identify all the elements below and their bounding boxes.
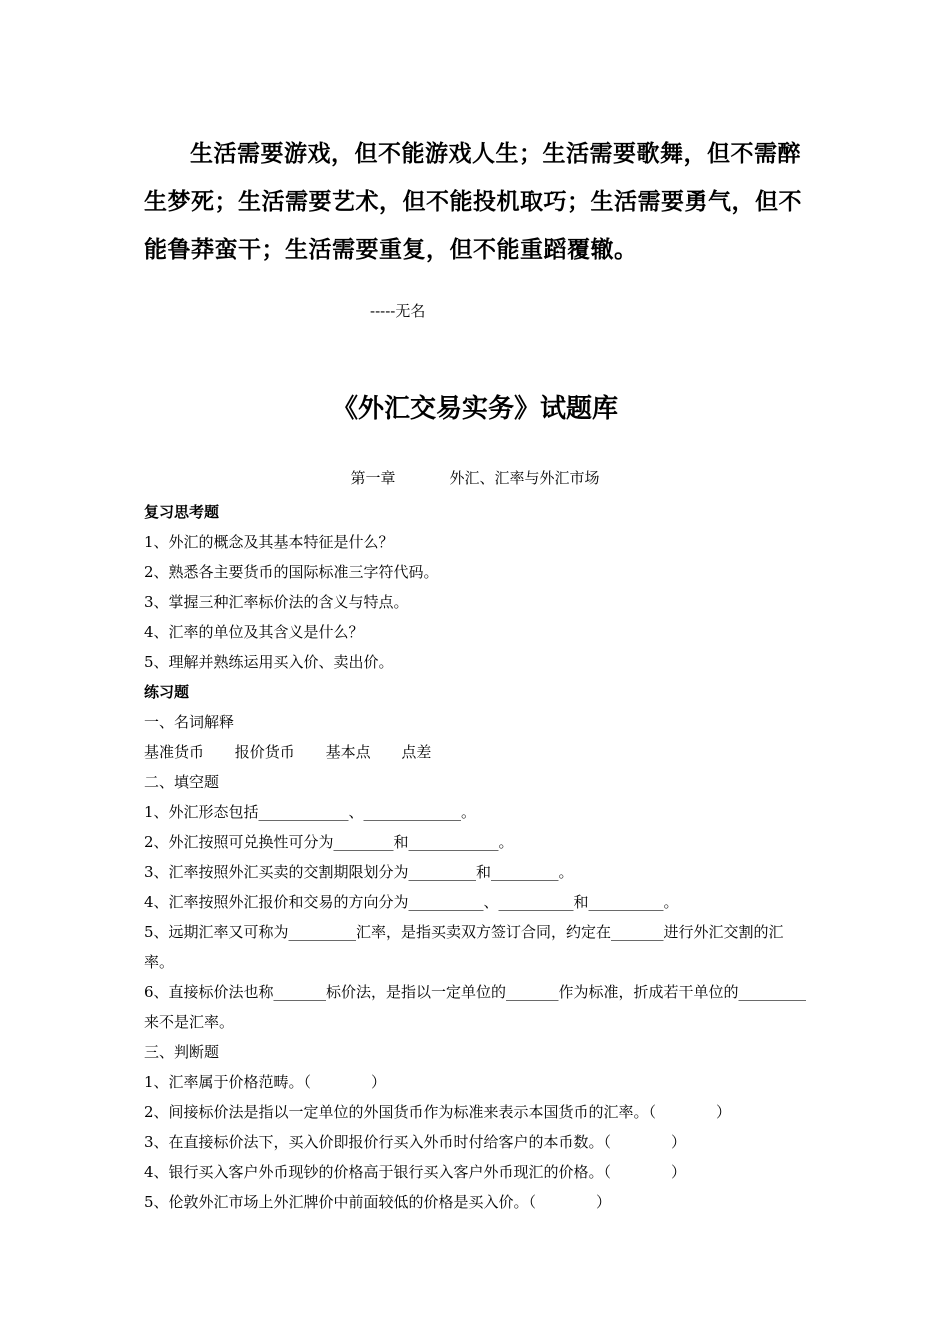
fill-blank-item: 3、汇率按照外汇买卖的交割期限划分为_________和_________。 xyxy=(144,863,574,881)
term-item: 基准货币 xyxy=(144,743,205,761)
true-false-item: 1、汇率属于价格范畴。（ ） xyxy=(144,1073,387,1091)
chapter-heading xyxy=(0,467,950,488)
true-false-item: 4、银行买入客户外币现钞的价格高于银行买入客户外币现汇的价格。（ ） xyxy=(144,1163,687,1181)
exercises-heading: 练习题 xyxy=(144,683,190,701)
review-heading: 复习思考题 xyxy=(144,503,220,521)
motto-quote: 生活需要游戏，但不能游戏人生；生活需要歌舞，但不需醉生梦死；生活需要艺术，但不能投机取巧；生活需要勇气，但不能鲁莽蛮干；生活需要重复，但不能重蹈覆辙。 xyxy=(144,141,802,263)
review-item: 2、熟悉各主要货币的国际标准三字符代码。 xyxy=(144,563,439,581)
review-item: 3、掌握三种汇率标价法的含义与特点。 xyxy=(144,593,409,611)
fill-blank-item: 5、远期汇率又可称为_________汇率，是指买卖双方签订合同，约定在_______进行外汇交割的汇率。 xyxy=(144,923,784,971)
fill-blank-item: 2、外汇按照可兑换性可分为________和____________。 xyxy=(144,833,514,851)
review-item: 1、外汇的概念及其基本特征是什么？ xyxy=(144,533,394,551)
section-title-fill-blank: 二、填空题 xyxy=(144,773,220,791)
fill-blank-item: 6、直接标价法也称_______标价法，是指以一定单位的_______作为标准，折成若干单位的_________来不是汇率。 xyxy=(144,983,807,1031)
true-false-item: 3、在直接标价法下，买入价即报价行买入外币时付给客户的本币数。（ ） xyxy=(144,1133,687,1151)
term-item: 基本点 xyxy=(325,743,371,761)
chapter-label: 第一章 xyxy=(350,469,396,487)
review-item: 5、理解并熟练运用买入价、卖出价。 xyxy=(144,653,394,671)
true-false-item: 2、间接标价法是指以一定单位的外国货币作为标准来表示本国货币的汇率。（ ） xyxy=(144,1103,732,1121)
document-title: 《外汇交易实务》试题库 xyxy=(331,394,618,424)
true-false-item: 5、伦敦外汇市场上外汇牌价中前面较低的价格是买入价。（ ） xyxy=(144,1193,612,1211)
fill-blank-item: 4、汇率按照外汇报价和交易的方向分为__________、__________和__________。 xyxy=(144,893,679,911)
review-item: 4、汇率的单位及其含义是什么？ xyxy=(144,623,364,641)
section-title-terms: 一、名词解释 xyxy=(144,713,235,731)
term-list xyxy=(144,737,808,767)
quote-attribution: -----无名 xyxy=(370,302,426,320)
fill-blank-item: 1、外汇形态包括____________、_____________。 xyxy=(144,803,477,821)
section-title-true-false: 三、判断题 xyxy=(144,1043,220,1061)
term-item: 点差 xyxy=(401,743,432,761)
question-list xyxy=(144,497,808,1217)
chapter-title: 外汇、汇率与外汇市场 xyxy=(449,469,600,487)
term-item: 报价货币 xyxy=(234,743,295,761)
